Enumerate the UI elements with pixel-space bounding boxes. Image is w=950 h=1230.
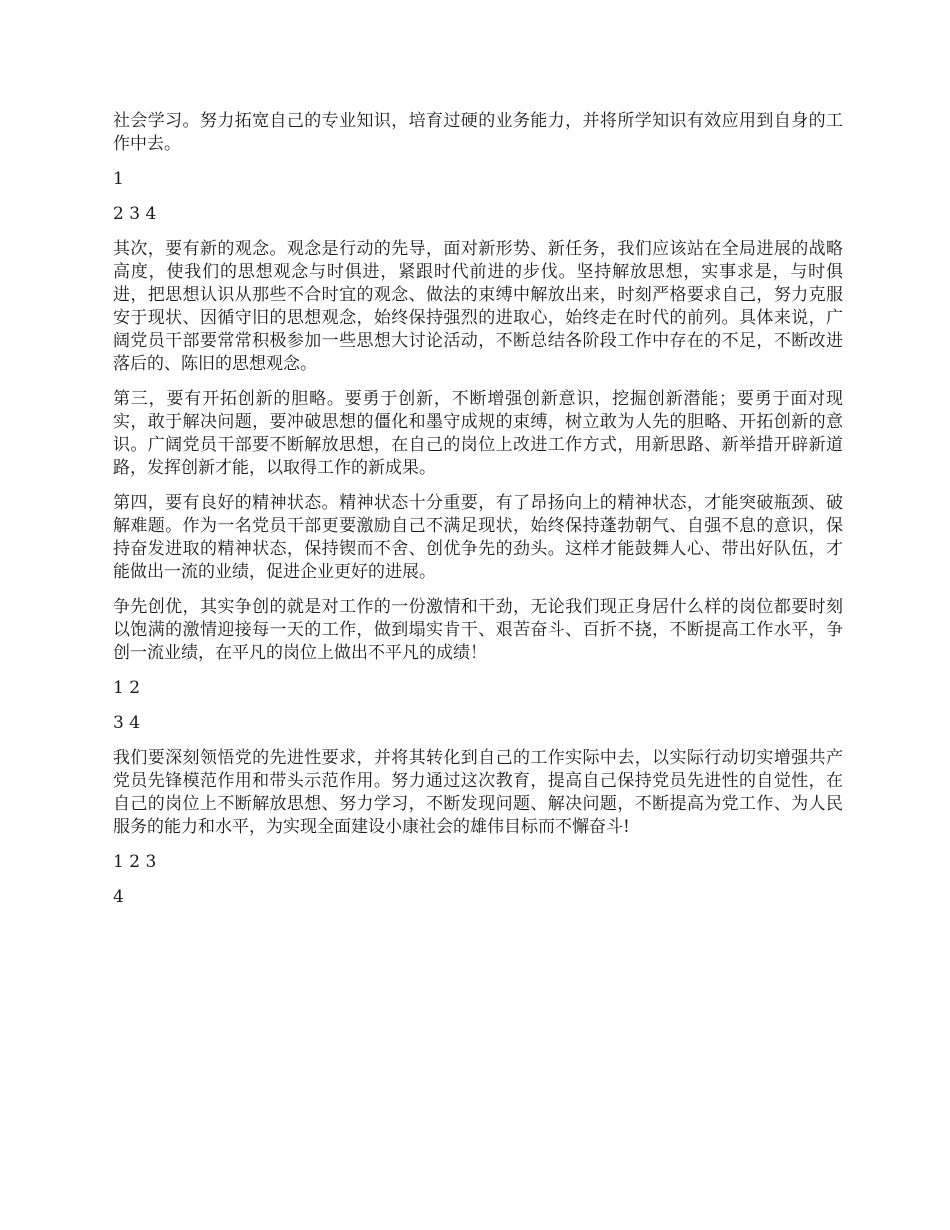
page-number-line: 1 2 <box>113 678 141 698</box>
page-number-line: 4 <box>113 887 124 907</box>
paragraph-study: 社会学习。努力拓宽自己的专业知识，培育过硬的业务能力，并将所学知识有效应用到自身的工作中去。 <box>113 111 843 154</box>
paragraph-excellence: 争先创优，其实争创的就是对工作的一份激情和干劲，无论我们现正身居什么样的岗位都要时刻以饱满的激情迎接每一天的工作，做到塌实肯干、艰苦奋斗、百折不挠，不断提高工作水平，争创一流业绩，在平凡的岗位上做出不平凡的成绩！ <box>113 597 843 663</box>
page-number-line: 1 2 3 <box>113 852 157 872</box>
paragraph-spirit: 第四，要有良好的精神状态。精神状态十分重要，有了昂扬向上的精神状态，才能突破瓶颈、破解难题。作为一名党员干部更要激励自己不满足现状，始终保持蓬勃朝气、自强不息的意识，保持奋发进取的精神状态，保持锲而不舍、创优争先的劲头。这样才能鼓舞人心、带出好队伍，才能做出一流的业绩，促进企业更好的进展。 <box>113 493 843 582</box>
paragraph-new-concept: 其次，要有新的观念。观念是行动的先导，面对新形势、新任务，我们应该站在全局进展的战略高度，使我们的思想观念与时俱进，紧跟时代前进的步伐。坚持解放思想，实事求是，与时俱进，把思想认识从那些不合时宜的观念、做法的束缚中解放出来，时刻严格要求自己，努力克服安于现状、因循守旧的思想观念，始终保持强烈的进取心，始终走在时代的前列。具体来说，广阔党员干部要常常积极参加一些思想大讨论活动，不断总结各阶段工作中存在的不足，不断改进落后的、陈旧的思想观念。 <box>113 239 843 374</box>
paragraph-conclusion: 我们要深刻领悟党的先进性要求，并将其转化到自己的工作实际中去，以实际行动切实增强共产党员先锋模范作用和带头示范作用。努力通过这次教育，提高自己保持党员先进性的自觉性，在自己的岗位上不断解放思想、努力学习，不断发现问题、解决问题，不断提高为党工作、为人民服务的能力和水平，为实现全面建设小康社会的雄伟目标而不懈奋斗! <box>113 748 843 837</box>
document-page <box>113 110 843 921</box>
paragraph-innovation: 第三，要有开拓创新的胆略。要勇于创新，不断增强创新意识，挖掘创新潜能；要勇于面对现实，敢于解决问题，要冲破思想的僵化和墨守成规的束缚，树立敢为人先的胆略、开拓创新的意识。广阔党员干部要不断解放思想，在自己的岗位上改进工作方式，用新思路、新举措开辟新道路，发挥创新才能，以取得工作的新成果。 <box>113 389 843 478</box>
page-number-line: 2 3 4 <box>113 204 157 224</box>
page-number-line: 3 4 <box>113 713 141 733</box>
page-number-line: 1 <box>113 169 124 189</box>
